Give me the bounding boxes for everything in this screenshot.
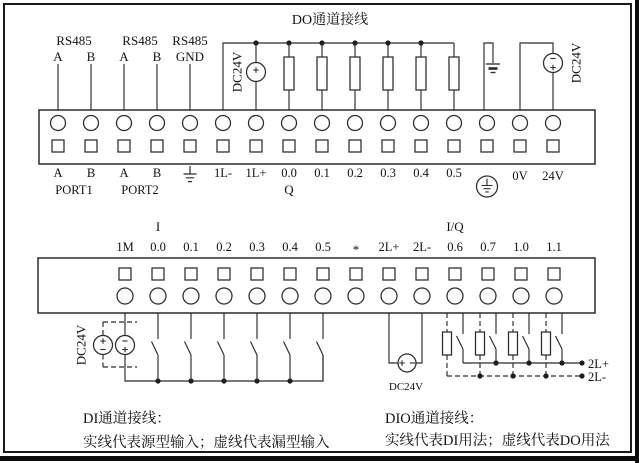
dc24v-source-24v xyxy=(520,42,584,110)
pe-circle-symbol xyxy=(477,176,498,197)
bottom-terminal-labels xyxy=(116,240,562,257)
terminal-label: A xyxy=(53,166,63,180)
rs485-gnd-label: GND xyxy=(175,49,205,64)
di-note-body: 实线代表源型输入；虚线代表漏型输入 xyxy=(83,435,330,451)
terminal-label: 2L+ xyxy=(378,240,400,254)
do-load-resistors xyxy=(284,43,459,110)
top-terminal-labels xyxy=(53,166,563,197)
rs485-gnd-labels xyxy=(172,33,207,64)
do-section-title: DO通道接线 xyxy=(291,13,369,28)
terminal-label: 1M xyxy=(116,240,134,254)
dc24v-source-di xyxy=(74,313,323,384)
rs485-label: RS485 xyxy=(172,33,208,48)
dio-wiring xyxy=(443,313,609,384)
terminal-label: 1L+ xyxy=(245,166,267,180)
io-group-label: I/Q xyxy=(446,219,464,234)
terminal-label: 0.5 xyxy=(446,166,462,180)
terminal-label: 1.1 xyxy=(546,240,562,254)
di-section xyxy=(38,219,609,393)
frame-bottom-bar xyxy=(0,456,639,461)
notes xyxy=(83,410,610,451)
bus-plus-label: 2L+ xyxy=(588,357,609,371)
terminal-label: 0.4 xyxy=(413,166,429,180)
rs485-a-label: A xyxy=(119,49,129,64)
rs485-b-label: B xyxy=(86,49,96,64)
terminal-label: 2L- xyxy=(412,240,432,254)
terminal-label: 0.3 xyxy=(380,166,396,180)
terminal-label: 0.1 xyxy=(314,166,330,180)
terminal-label: B xyxy=(86,166,96,180)
dio-note-body: 实线代表DI用法；虚线代表DO用法 xyxy=(385,433,610,449)
port2-label: PORT2 xyxy=(121,183,159,197)
port1-label: PORT1 xyxy=(55,183,93,197)
terminal-label: 0.7 xyxy=(480,240,496,254)
dc24v-source-2l xyxy=(389,313,423,393)
rs485-label: RS485 xyxy=(122,33,158,48)
terminal-label: 0V xyxy=(512,169,528,183)
q-group-label: Q xyxy=(284,182,294,197)
terminal-label: 0.3 xyxy=(249,240,265,254)
di-input-switches xyxy=(152,313,324,381)
rs485-a-label: A xyxy=(53,49,63,64)
terminal-label: B xyxy=(152,166,162,180)
rs485-wires xyxy=(58,64,190,110)
terminal-strip-top xyxy=(39,110,595,164)
bus-minus-label: 2L- xyxy=(588,370,607,384)
terminal-label: 0.1 xyxy=(183,240,199,254)
frame-right-bar xyxy=(635,0,639,463)
dc24v-label-rotated: DC24V xyxy=(229,51,245,93)
input-group-label: I xyxy=(155,219,161,234)
terminal-label: 0.0 xyxy=(281,166,297,180)
dc24v-label: DC24V xyxy=(388,381,424,393)
di-note-title: DI通道接线： xyxy=(83,411,171,427)
terminal-label: 1L- xyxy=(213,166,233,180)
dc24v-label-rotated: DC24V xyxy=(568,42,584,84)
rs485-port2-labels xyxy=(119,33,161,64)
rs485-port1-labels xyxy=(53,33,95,64)
terminal-label: 0.5 xyxy=(315,240,331,254)
rs485-b-label: B xyxy=(152,49,162,64)
terminal-label: 0.4 xyxy=(282,240,298,254)
dc24v-source-1l xyxy=(230,43,266,110)
terminal-label: 24V xyxy=(542,169,564,183)
terminal-label: 0.2 xyxy=(216,240,232,254)
do-section xyxy=(39,11,595,197)
dc24v-label-rotated: DC24V xyxy=(73,324,89,366)
dio-note-title: DIO通道接线： xyxy=(385,411,484,427)
terminal-label: 0.2 xyxy=(347,166,363,180)
terminal-label: * xyxy=(352,242,360,257)
terminal-label: 1.0 xyxy=(513,240,529,254)
terminal-strip-bottom xyxy=(38,258,595,313)
rs485-label: RS485 xyxy=(56,33,92,48)
terminal-label: 0.0 xyxy=(150,240,166,254)
pe-arrow-symbol xyxy=(484,43,500,110)
earth-symbol xyxy=(184,166,197,182)
terminal-label: 0.6 xyxy=(447,240,463,254)
terminal-label: A xyxy=(119,166,129,180)
